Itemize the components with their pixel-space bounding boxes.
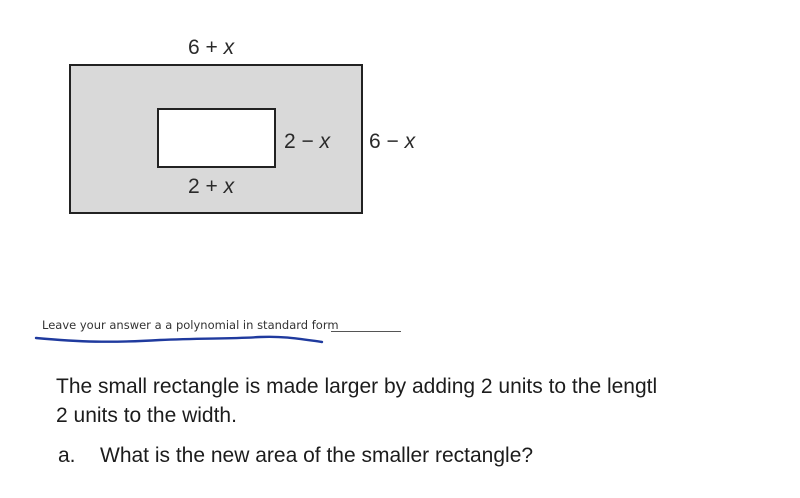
inner-width-label: 2 + x: [188, 175, 235, 198]
rectangle-diagram: [0, 0, 800, 230]
inner-height-label: 2 − x: [284, 130, 331, 153]
inner-rectangle: [158, 109, 275, 167]
problem-statement: [56, 372, 766, 430]
question-a: [58, 444, 533, 468]
rectangle-figure: [0, 0, 800, 230]
instruction-text: Leave your answer a a polynomial in standard form: [42, 318, 339, 332]
question-letter: a.: [58, 444, 76, 467]
outer-width-label: 6 + x: [188, 36, 235, 59]
problem-line-2: 2 units to the width.: [56, 404, 237, 427]
problem-line-1: The small rectangle is made larger by adding 2 units to the lengtl: [56, 375, 658, 398]
pen-underline-annotation: [0, 330, 400, 350]
question-text: What is the new area of the smaller rectangle?: [100, 444, 534, 467]
outer-height-label: 6 − x: [369, 130, 416, 153]
